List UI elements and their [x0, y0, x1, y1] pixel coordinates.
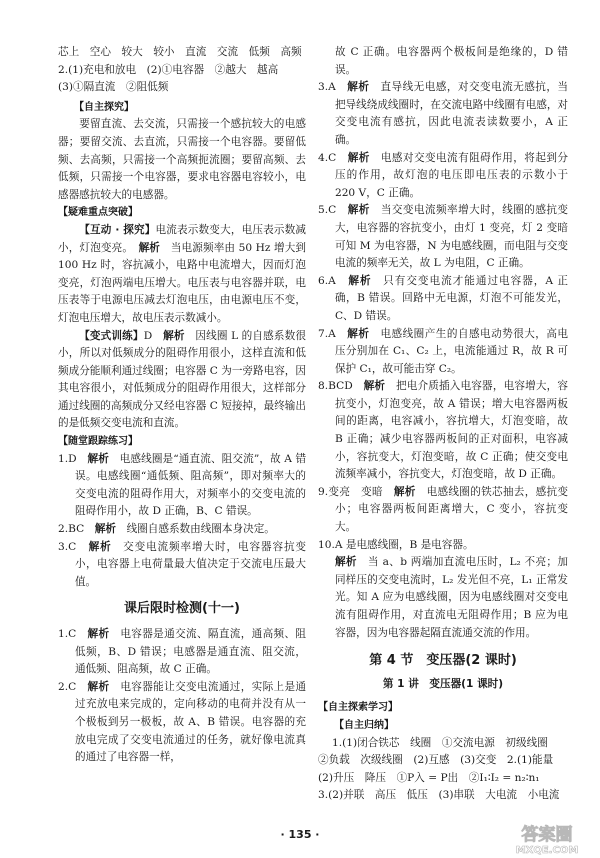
answer-number: 9.变亮 变暗: [318, 485, 383, 498]
tag-self-summary: 【自主归纳】: [334, 719, 394, 731]
answer-item: [318, 150, 568, 203]
answer-item: [58, 539, 306, 592]
analysis-label: 解析: [348, 274, 372, 287]
answer-item: [318, 484, 568, 537]
answer-item: [318, 378, 568, 484]
watermark-text: 答案圈: [521, 825, 573, 845]
interact-analysis: 当电源频率由 50 Hz 增大到 100 Hz 时，容抗减小，电路中电流增大，因而灯泡变亮，灯泡两端电压增大。电压表与电容器并联，电压表等于电源电压减去灯泡电压，由电源电压不变，灯泡电压增大，故电压表示数减小。: [58, 241, 307, 324]
section-title: 第 4 节 变压器(2 课时): [369, 653, 517, 669]
answer-number: 7.A: [318, 327, 336, 340]
analysis-label: 解析: [87, 628, 110, 640]
tag-self-study: 【自主探索学习】: [318, 702, 398, 714]
answer-item: [318, 273, 568, 326]
answer-item: [318, 326, 568, 379]
answer-number: 4.C: [318, 151, 337, 164]
answer-text: 电感线圈的铁芯抽去，感抗变小；电容器两板间距离增大，C 变小，容抗变大。: [334, 485, 569, 534]
analysis-label: 解析: [347, 151, 370, 164]
interact-label: 【互动 · 探究】: [79, 223, 156, 236]
analysis-label: 解析: [363, 380, 386, 393]
analysis-label: 解析: [334, 556, 357, 569]
answer-item: [58, 626, 306, 679]
right-column: [318, 44, 568, 805]
answer-text: 电感线圈产生的自感电动势很大，高电压分别加在 C₁、C₂ 上，电流能通过 R，故 R 可保护 C₁，故可能击穿 C₂。: [334, 327, 569, 375]
answer-item: [318, 202, 568, 272]
answer-text: 电感线圈是“通直流、阻交流”，故 A 错误。电感线圈“通低频、阻高频”，即对频率大的交变电流的阻碍作用大，对频率小的交变电流的阻碍作用小，故 D 正确，B、C 错误。: [74, 452, 307, 518]
watermark-logo: [506, 820, 588, 856]
summary-line: 3.(2)并联 高压 低压 (3)串联 大电流 小电流: [318, 789, 560, 802]
answer-item: [318, 79, 568, 149]
answer-number: 10.: [318, 538, 335, 551]
answer-number: 1.D: [58, 452, 77, 465]
analysis-label: 解析: [163, 329, 185, 342]
answer-number: 3.C: [58, 540, 77, 553]
variant-label: 【变式训练】: [79, 329, 144, 342]
lesson-title: 第 1 讲 变压器(1 课时): [382, 677, 504, 690]
answer-text: 当 a、b 两端加直流电压时，L₂ 不亮；加同样压的交变电流时，L₂ 发光但不亮，L₁ 正常发光。知 A 应为电感线圈，因为电感线圈对交变电流有阻碍作用，对直流电无阻碍作用；B 应为电容器，因为电容器起隔直流通交流的作用。: [334, 556, 568, 639]
tag-key-points: 【疑难重点突破】: [58, 207, 138, 219]
answer-item: [58, 679, 306, 767]
analysis-label: 解析: [94, 523, 116, 536]
answer-item: [318, 537, 568, 555]
answer-analysis: [318, 554, 568, 642]
summary-line: 1.(1)闭合铁芯 线圈 ①交流电源 初级线圈: [332, 736, 548, 749]
watermark-subtext: MXQE.COM: [515, 845, 579, 856]
left-column: [58, 44, 306, 767]
page-number: · 135 ·: [280, 828, 320, 841]
answer-text: 电容器是通交流、隔直流，通高频、阻低频，B、D 错误；电感器是通直流、阻交流，通低频、阻高频，故 C 正确。: [74, 628, 307, 676]
interact-text: 电流表示数变大，电压表示数减小，灯泡变亮。: [58, 223, 306, 254]
answer-number: 2.BC: [58, 523, 85, 536]
analysis-label: 解析: [347, 204, 370, 217]
analysis-label: 解析: [88, 540, 112, 553]
answer-number: 3.A: [318, 81, 336, 94]
answer-line: 芯上 空心 较大 较小 直流 交流 低频 高频: [58, 46, 302, 58]
answer-text: 直导线无电感，对交变电流无感抗，当把导线绕成线圈时，在交流电路中线圈有电感，对交变电流有感抗，因此电流表读数要小，A 正确。: [334, 81, 569, 146]
analysis-label: 解析: [87, 452, 109, 465]
answer-text: 把电介质插入电容器，电容增大，容抗变小，灯泡变亮，故 A 错误；增大电容器两板间的距离，电容减小，容抗增大，灯泡变暗，故 B 正确；减少电容器两板间的正对面积，电容减小，容抗变大，灯泡变暗，故 C 正确；使交变电流频率减小，容抗变大，灯泡变暗，故 D 正确。: [334, 380, 569, 481]
answer-text: 线圈自感系数由线圈本身决定。: [126, 523, 275, 536]
answer-text: 当交变电流频率增大时，线圈的感抗变大，电容器的容抗变小，由灯 1 变亮，灯 2 变暗可知 M 为电容器，N 为电感线圈，而电阻与交变电流的频率无关，故 L 为电阻，C 正确。: [334, 204, 569, 270]
answer-text: 电感对交变电流有阻碍作用，将起到分压的作用，故灯泡的电压即电压表的示数小于 220 V，C 正确。: [334, 151, 569, 199]
answer-number: 6.A: [318, 274, 336, 287]
answer-line: (3)①隔直流 ②阻低频: [58, 81, 169, 94]
interact-block: [58, 222, 306, 328]
analysis-label: 解析: [347, 327, 370, 340]
summary-line: (2)升压 降压 ①P入 = P出 ②I₁∶I₂ = n₂∶n₁: [318, 771, 540, 784]
tag-follow-practice: 【随堂跟踪练习】: [58, 436, 138, 448]
answer-line: 2.(1)充电和放电 (2)①电容器 ②越大 越高: [58, 63, 279, 76]
test-title: 课后限时检测(十一): [124, 601, 240, 617]
answer-continued: 故 C 正确。电容器两个极板间是绝缘的，D 错误。: [334, 46, 568, 76]
answer-number: 8.BCD: [318, 380, 353, 393]
analysis-label: 解析: [393, 485, 416, 498]
variant-analysis: 因线圈 L 的自感系数很小，所以对低频成分的阻碍作用很小，这样直流和低频成分能顺利通过线圈；电容器 C 为一旁路电容，因其电容很小，对低频成分的阻碍作用很大，这样部分通过线圈的高频成分又经电容器 C 短接掉，最终输出的是低频交变电流和直流。: [58, 329, 307, 430]
answer-item: [58, 451, 306, 521]
answer-number: 1.C: [58, 628, 77, 640]
variant-block: [58, 328, 306, 434]
analysis-label: 解析: [87, 680, 110, 693]
answer-item: [58, 521, 306, 539]
explore-text: 要留直流、去交流，只需接一个感抗较大的电感器；要留交流、去直流，只需接一个电容器。要留低频、去高频，只需接一个高频扼流圈；要留高频、去低频，只需接一个电容器，要求电容器电容较小，电感器感抗较大的电感器。: [58, 118, 306, 201]
variant-answer: D: [143, 329, 153, 342]
answer-text: 电容器能让交变电流通过，实际上是通过充放电来完成的，定向移动的电荷并没有从一个极板到另一极板，故 A、B 错误。电容器的充放电完成了交变电流通过的任务，就好像电流真的通过了电容器一样，: [74, 680, 307, 764]
tag-self-explore: 【自主探究】: [74, 101, 134, 113]
answer-text: A 是电感线圈，B 是电容器。: [334, 538, 474, 551]
summary-line: ②负载 次级线圈 (2)互感 (3)交变 2.(1)能量: [318, 754, 554, 767]
answer-number: 2.C: [58, 680, 77, 693]
analysis-label: 解析: [138, 241, 161, 254]
answer-text: 只有交变电流才能通过电容器，A 正确，B 错误。回路中无电源，灯泡不可能发光，C、D 错误。: [334, 274, 569, 322]
answer-number: 5.C: [318, 204, 337, 217]
answer-text: 交变电流频率增大时，电容器容抗变小，电容器上电荷量最大值决定于交流电压最大值。: [74, 540, 307, 588]
analysis-label: 解析: [347, 81, 370, 94]
